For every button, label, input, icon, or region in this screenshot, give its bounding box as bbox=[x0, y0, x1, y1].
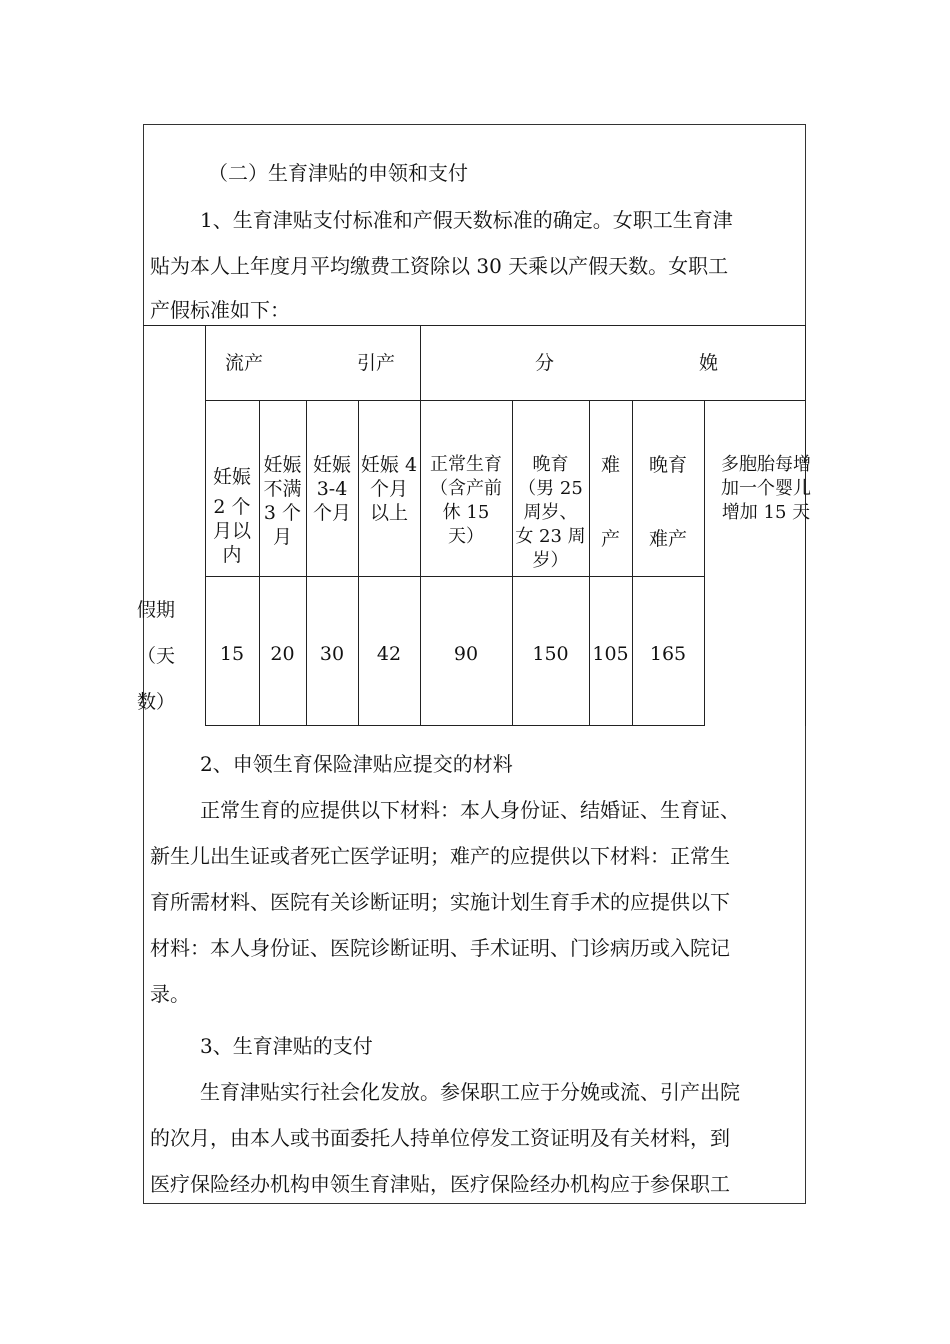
intro-line: 1、生育津贴支付标准和产假天数标准的确定。女职工生育津 bbox=[200, 208, 733, 232]
col-header-difficult-birth: 难 产 bbox=[600, 454, 620, 550]
value-late-difficult-birth: 165 bbox=[649, 643, 687, 665]
section2-line: 材料：本人身份证、医院诊断证明、手术证明、门诊病历或入院记 bbox=[150, 936, 730, 960]
table-border-bottom bbox=[205, 725, 704, 726]
section3-line: 生育津贴实行社会化发放。参保职工应于分娩或流、引产出院 bbox=[200, 1080, 740, 1104]
group-header-miscarriage: 流产 bbox=[225, 352, 264, 374]
table-col-line bbox=[704, 400, 705, 726]
table-border-top bbox=[143, 325, 806, 326]
intro-line: 产假标准如下： bbox=[150, 298, 290, 322]
section2-line: 录。 bbox=[150, 982, 190, 1006]
group-header-induced-abortion: 引产 bbox=[357, 352, 396, 374]
col-header-3-4-months: 妊娠 3-4 个月 bbox=[312, 454, 351, 524]
table-col-line bbox=[589, 400, 590, 726]
col-header-under-2-months: 妊娠 2 个 月以 内 bbox=[212, 466, 251, 566]
col-header-over-4-months: 妊娠 4 个月 以上 bbox=[360, 454, 418, 524]
section3-title: 3、生育津贴的支付 bbox=[200, 1034, 373, 1058]
section3-line: 的次月，由本人或书面委托人持单位停发工资证明及有关材料，到 bbox=[150, 1126, 730, 1150]
value-3-4-months: 30 bbox=[319, 643, 345, 665]
group-header-childbirth-2: 娩 bbox=[699, 352, 719, 374]
value-late-birth: 150 bbox=[532, 643, 569, 665]
section2-line: 育所需材料、医院有关诊断证明；实施计划生育手术的应提供以下 bbox=[150, 890, 730, 914]
section2-line: 正常生育的应提供以下材料：本人身份证、结婚证、生育证、 bbox=[200, 798, 740, 822]
value-normal-birth: 90 bbox=[453, 643, 479, 665]
col-header-normal-birth: 正常生育 （含产前 休 15 天） bbox=[430, 454, 502, 547]
section2-line: 新生儿出生证或者死亡医学证明；难产的应提供以下材料：正常生 bbox=[150, 844, 730, 868]
section3 bbox=[150, 1023, 800, 1207]
col-header-multiple-births: 多胞胎每增 加一个婴儿 增加 15 天 bbox=[721, 454, 811, 523]
table-divider-header bbox=[205, 400, 806, 401]
col-header-late-birth: 晚育 （男 25 周岁、 女 23 周 岁） bbox=[515, 454, 586, 571]
group-header-childbirth-1: 分 bbox=[535, 352, 555, 374]
value-under-3-months: 20 bbox=[270, 643, 295, 665]
table-divider-values bbox=[205, 576, 704, 577]
table-col-line bbox=[358, 400, 359, 726]
value-over-4-months: 42 bbox=[376, 643, 402, 665]
table-col-line bbox=[632, 400, 633, 726]
value-difficult-birth: 105 bbox=[592, 643, 629, 665]
col-header-late-difficult-birth: 晚育 难产 bbox=[648, 454, 687, 550]
table-col-line bbox=[259, 400, 260, 726]
section2 bbox=[150, 741, 800, 1017]
maternity-leave-table bbox=[137, 325, 811, 725]
table-col-line bbox=[306, 400, 307, 726]
section-title: （二）生育津贴的申领和支付 bbox=[208, 161, 468, 185]
col-header-under-3-months: 妊娠 不满 3 个 月 bbox=[263, 454, 302, 548]
section2-title: 2、申领生育保险津贴应提交的材料 bbox=[200, 752, 513, 776]
row-label-leave-days: 假期 （天 数） bbox=[137, 599, 176, 713]
section3-line: 医疗保险经办机构申领生育津贴，医疗保险经办机构应于参保职工 bbox=[150, 1172, 730, 1196]
intro-paragraph bbox=[150, 197, 800, 333]
value-under-2-months: 15 bbox=[219, 643, 245, 665]
table-border-right bbox=[805, 325, 806, 726]
intro-line: 贴为本人上年度月平均缴费工资除以 30 天乘以产假天数。女职工 bbox=[150, 254, 729, 278]
